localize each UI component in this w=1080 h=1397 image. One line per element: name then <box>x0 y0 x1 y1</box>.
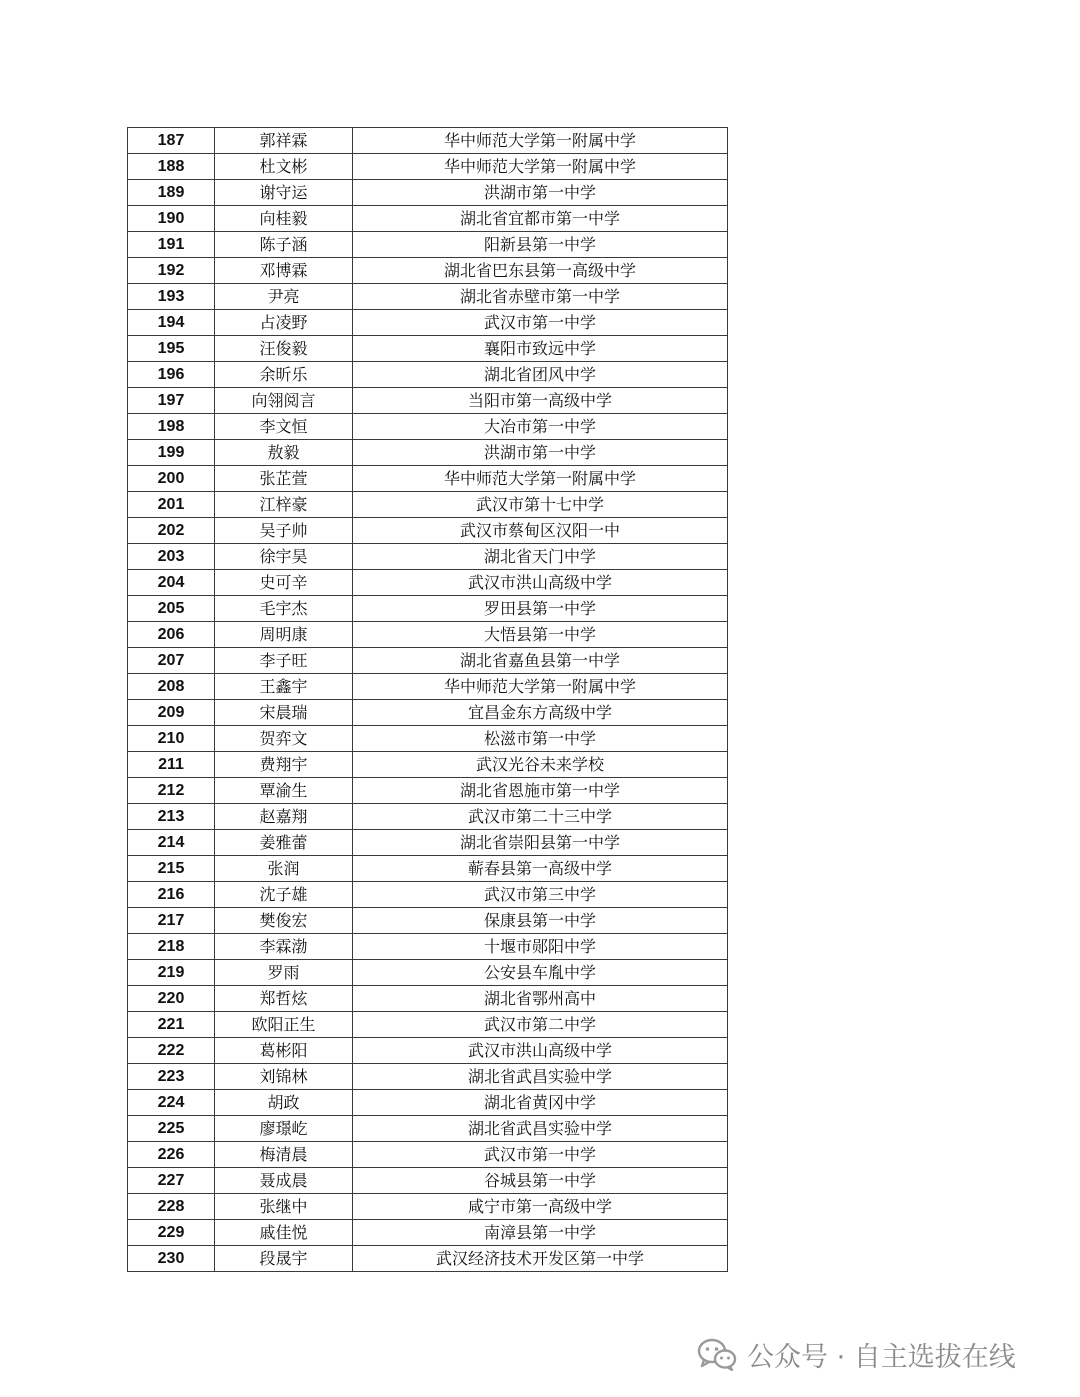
school-name-cell: 洪湖市第一中学 <box>353 180 728 206</box>
student-name-cell: 沈子雄 <box>215 882 353 908</box>
school-name-cell: 湖北省武昌实验中学 <box>353 1116 728 1142</box>
student-name-cell: 向桂毅 <box>215 206 353 232</box>
student-name-cell: 陈子涵 <box>215 232 353 258</box>
table-row <box>128 284 728 310</box>
school-name-cell: 襄阳市致远中学 <box>353 336 728 362</box>
school-name-cell: 保康县第一中学 <box>353 908 728 934</box>
rank-number-cell: 203 <box>128 544 215 570</box>
school-name-cell: 湖北省团风中学 <box>353 362 728 388</box>
rank-number-cell: 204 <box>128 570 215 596</box>
table-row <box>128 414 728 440</box>
student-name-cell: 贺弈文 <box>215 726 353 752</box>
student-name-cell: 罗雨 <box>215 960 353 986</box>
table-row <box>128 570 728 596</box>
student-name-cell: 樊俊宏 <box>215 908 353 934</box>
ranking-table <box>127 127 728 1272</box>
table-row <box>128 674 728 700</box>
rank-number-cell: 227 <box>128 1168 215 1194</box>
school-name-cell: 湖北省黄冈中学 <box>353 1090 728 1116</box>
student-name-cell: 姜雅蕾 <box>215 830 353 856</box>
student-name-cell: 宋晨瑞 <box>215 700 353 726</box>
student-name-cell: 聂成晨 <box>215 1168 353 1194</box>
school-name-cell: 武汉市蔡甸区汉阳一中 <box>353 518 728 544</box>
student-name-cell: 周明康 <box>215 622 353 648</box>
rank-number-cell: 226 <box>128 1142 215 1168</box>
table-row <box>128 856 728 882</box>
table-row <box>128 362 728 388</box>
table-row <box>128 934 728 960</box>
school-name-cell: 阳新县第一中学 <box>353 232 728 258</box>
student-name-cell: 赵嘉翔 <box>215 804 353 830</box>
student-name-cell: 郭祥霖 <box>215 128 353 154</box>
rank-number-cell: 209 <box>128 700 215 726</box>
school-name-cell: 南漳县第一中学 <box>353 1220 728 1246</box>
school-name-cell: 大冶市第一中学 <box>353 414 728 440</box>
school-name-cell: 蕲春县第一高级中学 <box>353 856 728 882</box>
rank-number-cell: 194 <box>128 310 215 336</box>
table-row <box>128 206 728 232</box>
school-name-cell: 武汉市洪山高级中学 <box>353 1038 728 1064</box>
school-name-cell: 宜昌金东方高级中学 <box>353 700 728 726</box>
school-name-cell: 武汉市第二十三中学 <box>353 804 728 830</box>
table-row <box>128 258 728 284</box>
student-name-cell: 葛彬阳 <box>215 1038 353 1064</box>
school-name-cell: 罗田县第一中学 <box>353 596 728 622</box>
student-name-cell: 李文恒 <box>215 414 353 440</box>
rank-number-cell: 211 <box>128 752 215 778</box>
school-name-cell: 武汉市第三中学 <box>353 882 728 908</box>
rank-number-cell: 192 <box>128 258 215 284</box>
table-row <box>128 752 728 778</box>
student-name-cell: 徐宇昊 <box>215 544 353 570</box>
table-row <box>128 466 728 492</box>
student-name-cell: 占凌野 <box>215 310 353 336</box>
table-row <box>128 596 728 622</box>
rank-number-cell: 213 <box>128 804 215 830</box>
table-row <box>128 700 728 726</box>
student-name-cell: 毛宇杰 <box>215 596 353 622</box>
student-name-cell: 戚佳悦 <box>215 1220 353 1246</box>
table-row <box>128 648 728 674</box>
student-name-cell: 杜文彬 <box>215 154 353 180</box>
table-row <box>128 518 728 544</box>
rank-number-cell: 214 <box>128 830 215 856</box>
rank-number-cell: 207 <box>128 648 215 674</box>
rank-number-cell: 212 <box>128 778 215 804</box>
table-row <box>128 1090 728 1116</box>
table-row <box>128 1194 728 1220</box>
table-row <box>128 1012 728 1038</box>
school-name-cell: 当阳市第一高级中学 <box>353 388 728 414</box>
school-name-cell: 湖北省崇阳县第一中学 <box>353 830 728 856</box>
school-name-cell: 松滋市第一中学 <box>353 726 728 752</box>
school-name-cell: 湖北省巴东县第一高级中学 <box>353 258 728 284</box>
school-name-cell: 武汉市第十七中学 <box>353 492 728 518</box>
student-name-cell: 梅清晨 <box>215 1142 353 1168</box>
rank-number-cell: 196 <box>128 362 215 388</box>
student-name-cell: 汪俊毅 <box>215 336 353 362</box>
school-name-cell: 湖北省武昌实验中学 <box>353 1064 728 1090</box>
table-row <box>128 1246 728 1272</box>
school-name-cell: 十堰市郧阳中学 <box>353 934 728 960</box>
school-name-cell: 湖北省宜都市第一中学 <box>353 206 728 232</box>
rank-number-cell: 224 <box>128 1090 215 1116</box>
table-row <box>128 778 728 804</box>
rank-number-cell: 217 <box>128 908 215 934</box>
table-row <box>128 726 728 752</box>
student-name-cell: 张继中 <box>215 1194 353 1220</box>
student-name-cell: 江梓豪 <box>215 492 353 518</box>
table-row <box>128 1064 728 1090</box>
student-name-cell: 李子旺 <box>215 648 353 674</box>
table-row <box>128 544 728 570</box>
rank-number-cell: 223 <box>128 1064 215 1090</box>
school-name-cell: 洪湖市第一中学 <box>353 440 728 466</box>
rank-number-cell: 193 <box>128 284 215 310</box>
student-name-cell: 段晟宇 <box>215 1246 353 1272</box>
rank-number-cell: 230 <box>128 1246 215 1272</box>
school-name-cell: 华中师范大学第一附属中学 <box>353 466 728 492</box>
rank-number-cell: 228 <box>128 1194 215 1220</box>
watermark-text: 公众号 · 自主选拔在线 <box>747 1341 1016 1373</box>
rank-number-cell: 191 <box>128 232 215 258</box>
rank-number-cell: 216 <box>128 882 215 908</box>
rank-number-cell: 220 <box>128 986 215 1012</box>
table-row <box>128 336 728 362</box>
rank-number-cell: 188 <box>128 154 215 180</box>
wechat-icon <box>697 1337 737 1371</box>
student-name-cell: 李霖渤 <box>215 934 353 960</box>
table-row <box>128 232 728 258</box>
rank-number-cell: 189 <box>128 180 215 206</box>
student-name-cell: 胡政 <box>215 1090 353 1116</box>
rank-number-cell: 201 <box>128 492 215 518</box>
school-name-cell: 武汉市第二中学 <box>353 1012 728 1038</box>
rank-number-cell: 197 <box>128 388 215 414</box>
school-name-cell: 华中师范大学第一附属中学 <box>353 128 728 154</box>
student-name-cell: 吴子帅 <box>215 518 353 544</box>
table-row <box>128 154 728 180</box>
table-row <box>128 388 728 414</box>
rank-number-cell: 190 <box>128 206 215 232</box>
table-row <box>128 804 728 830</box>
school-name-cell: 公安县车胤中学 <box>353 960 728 986</box>
rank-number-cell: 215 <box>128 856 215 882</box>
rank-number-cell: 229 <box>128 1220 215 1246</box>
student-name-cell: 史可辛 <box>215 570 353 596</box>
school-name-cell: 武汉市第一中学 <box>353 310 728 336</box>
table-row <box>128 1220 728 1246</box>
school-name-cell: 华中师范大学第一附属中学 <box>353 674 728 700</box>
student-name-cell: 谢守运 <box>215 180 353 206</box>
rank-number-cell: 200 <box>128 466 215 492</box>
school-name-cell: 大悟县第一中学 <box>353 622 728 648</box>
student-name-cell: 费翔宇 <box>215 752 353 778</box>
table-row <box>128 908 728 934</box>
rank-number-cell: 221 <box>128 1012 215 1038</box>
school-name-cell: 武汉市洪山高级中学 <box>353 570 728 596</box>
student-name-cell: 余昕乐 <box>215 362 353 388</box>
rank-number-cell: 222 <box>128 1038 215 1064</box>
student-name-cell: 覃渝生 <box>215 778 353 804</box>
rank-number-cell: 205 <box>128 596 215 622</box>
table-row <box>128 622 728 648</box>
student-name-cell: 敖毅 <box>215 440 353 466</box>
table-body <box>128 128 728 1272</box>
student-name-cell: 欧阳正生 <box>215 1012 353 1038</box>
student-name-cell: 张芷萱 <box>215 466 353 492</box>
student-name-cell: 廖璟屹 <box>215 1116 353 1142</box>
table-row <box>128 882 728 908</box>
rank-number-cell: 219 <box>128 960 215 986</box>
school-name-cell: 湖北省鄂州高中 <box>353 986 728 1012</box>
table-row <box>128 1116 728 1142</box>
rank-number-cell: 198 <box>128 414 215 440</box>
table-row <box>128 960 728 986</box>
table-row <box>128 830 728 856</box>
table-row <box>128 986 728 1012</box>
student-name-cell: 向翎阅言 <box>215 388 353 414</box>
student-name-cell: 王鑫宇 <box>215 674 353 700</box>
table-row <box>128 1038 728 1064</box>
rank-number-cell: 206 <box>128 622 215 648</box>
rank-number-cell: 202 <box>128 518 215 544</box>
rank-number-cell: 199 <box>128 440 215 466</box>
rank-number-cell: 210 <box>128 726 215 752</box>
table-row <box>128 180 728 206</box>
school-name-cell: 湖北省嘉鱼县第一中学 <box>353 648 728 674</box>
student-name-cell: 郑哲炫 <box>215 986 353 1012</box>
table-row <box>128 1168 728 1194</box>
school-name-cell: 华中师范大学第一附属中学 <box>353 154 728 180</box>
rank-number-cell: 208 <box>128 674 215 700</box>
school-name-cell: 武汉光谷未来学校 <box>353 752 728 778</box>
school-name-cell: 武汉经济技术开发区第一中学 <box>353 1246 728 1272</box>
school-name-cell: 湖北省赤壁市第一中学 <box>353 284 728 310</box>
student-name-cell: 张润 <box>215 856 353 882</box>
student-name-cell: 邓博霖 <box>215 258 353 284</box>
school-name-cell: 湖北省恩施市第一中学 <box>353 778 728 804</box>
student-name-cell: 尹亮 <box>215 284 353 310</box>
table-row <box>128 492 728 518</box>
table-row <box>128 440 728 466</box>
school-name-cell: 咸宁市第一高级中学 <box>353 1194 728 1220</box>
rank-number-cell: 225 <box>128 1116 215 1142</box>
school-name-cell: 湖北省天门中学 <box>353 544 728 570</box>
table-row <box>128 1142 728 1168</box>
rank-number-cell: 195 <box>128 336 215 362</box>
student-name-cell: 刘锦林 <box>215 1064 353 1090</box>
rank-number-cell: 218 <box>128 934 215 960</box>
rank-number-cell: 187 <box>128 128 215 154</box>
watermark <box>697 1332 1016 1376</box>
table-row <box>128 128 728 154</box>
school-name-cell: 谷城县第一中学 <box>353 1168 728 1194</box>
school-name-cell: 武汉市第一中学 <box>353 1142 728 1168</box>
table-row <box>128 310 728 336</box>
